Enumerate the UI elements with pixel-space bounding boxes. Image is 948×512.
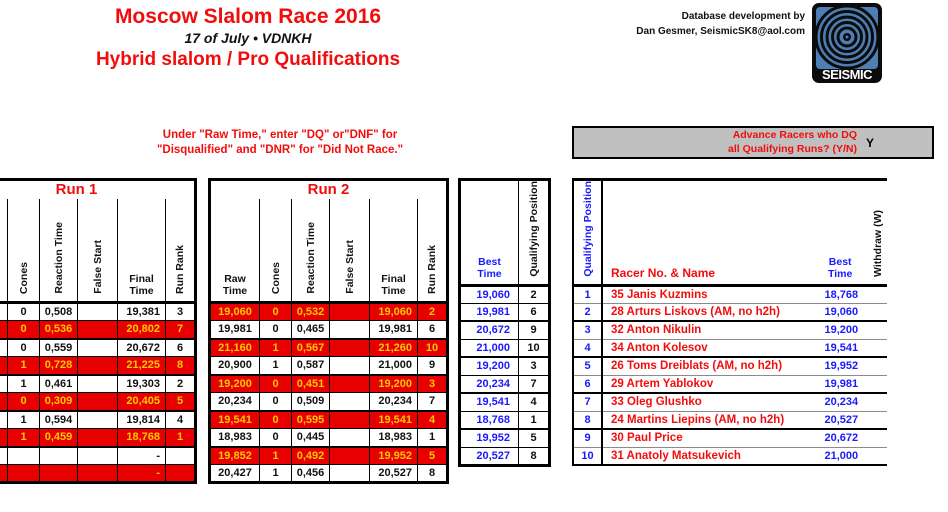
qualifying-header — [573, 180, 887, 286]
cell-false-start[interactable] — [330, 357, 370, 375]
advance-racers-box — [572, 126, 934, 159]
advance-question — [728, 129, 857, 155]
col-run-rank-label: Run Rank — [426, 244, 438, 294]
cell-best-time[interactable]: 19,952 — [460, 429, 519, 447]
cell-raw-time[interactable]: 20,900 — [210, 357, 260, 375]
withdraw-cell[interactable] — [868, 447, 887, 465]
cell-cones[interactable]: 1 — [8, 411, 40, 429]
col-reaction-time — [292, 199, 330, 303]
col-withdraw — [868, 180, 887, 286]
cell-final-time[interactable]: 19,981 — [370, 321, 418, 339]
best-time-row — [460, 429, 550, 447]
cell-final-time[interactable]: 19,814 — [118, 411, 166, 429]
cell-cones[interactable]: 1 — [8, 375, 40, 393]
cell-raw-time[interactable]: 19,852 — [210, 447, 260, 465]
cell-final-time[interactable]: 19,200 — [370, 375, 418, 393]
run1-row — [0, 465, 196, 483]
credit-line-1: Database development by — [681, 11, 805, 22]
run1-header — [0, 180, 196, 303]
cell-final-time[interactable]: 18,768 — [118, 429, 166, 447]
withdraw-cell[interactable] — [868, 375, 887, 393]
best-time-row — [460, 339, 550, 357]
qualifying-position-cell[interactable]: 8 — [573, 411, 602, 429]
qualifying-position-cell[interactable]: 3 — [573, 321, 602, 339]
cell-raw-time[interactable] — [0, 393, 8, 411]
qualifying-row — [573, 447, 887, 465]
col-run-rank — [166, 199, 196, 303]
cell-best-time[interactable]: 19,541 — [460, 393, 519, 411]
cell-qualifying-position[interactable]: 4 — [519, 393, 550, 411]
cell-run-rank[interactable]: 8 — [418, 465, 448, 483]
run2-row — [210, 375, 448, 393]
run1-row — [0, 303, 196, 321]
run1-row — [0, 411, 196, 429]
qualifying-row — [573, 285, 887, 303]
cell-reaction-time[interactable]: 0,728 — [40, 357, 78, 375]
cell-best-time[interactable]: 19,981 — [460, 303, 519, 321]
seismic-logo-icon — [812, 3, 882, 83]
cell-cones[interactable]: 0 — [260, 393, 292, 411]
col-withdraw-label: Withdraw (W) — [871, 209, 884, 277]
cell-final-time[interactable]: 19,381 — [118, 303, 166, 321]
cell-raw-time[interactable]: 19,541 — [210, 411, 260, 429]
racer-name-cell[interactable]: 28 Arturs Liskovs (AM, no h2h) — [602, 303, 784, 321]
cell-qualifying-position[interactable]: 5 — [519, 429, 550, 447]
cell-raw-time[interactable]: 19,060 — [210, 303, 260, 321]
cell-final-time[interactable]: 18,983 — [370, 429, 418, 447]
racer-name-cell[interactable]: 30 Paul Price — [602, 429, 784, 447]
advance-question-line-2: all Qualifying Runs? (Y/N) — [728, 142, 857, 155]
qualifying-row — [573, 357, 887, 375]
cell-raw-time[interactable]: 18,983 — [210, 429, 260, 447]
cell-best-time[interactable]: 20,234 — [460, 375, 519, 393]
cell-cones[interactable]: 0 — [260, 321, 292, 339]
cell-reaction-time[interactable]: 0,594 — [40, 411, 78, 429]
col-false-start — [78, 199, 118, 303]
best-time-header — [460, 180, 550, 286]
qualifying-position-cell[interactable]: 7 — [573, 393, 602, 411]
qualifying-row — [573, 429, 887, 447]
cell-raw-time[interactable]: 20,234 — [210, 393, 260, 411]
cell-raw-time[interactable]: 20,427 — [210, 465, 260, 483]
cell-final-time[interactable]: 20,405 — [118, 393, 166, 411]
withdraw-cell[interactable] — [868, 303, 887, 321]
cell-false-start[interactable] — [78, 321, 118, 339]
best-time-row — [460, 285, 550, 303]
best-time-table — [458, 178, 551, 467]
cell-false-start[interactable] — [78, 429, 118, 447]
cell-run-rank[interactable] — [166, 447, 196, 465]
qualifying-row — [573, 393, 887, 411]
cell-cones[interactable]: 1 — [260, 465, 292, 483]
cell-cones[interactable]: 0 — [8, 321, 40, 339]
qualifying-position-cell[interactable]: 5 — [573, 357, 602, 375]
cell-false-start[interactable] — [330, 339, 370, 357]
cell-run-rank[interactable]: 8 — [166, 357, 196, 375]
run2-row — [210, 465, 448, 483]
cell-qualifying-position[interactable]: 8 — [519, 447, 550, 465]
cell-false-start[interactable] — [78, 447, 118, 465]
cell-raw-time[interactable]: 19,981 — [210, 321, 260, 339]
cell-reaction-time[interactable] — [40, 465, 78, 483]
best-time-row — [460, 357, 550, 375]
cell-run-rank[interactable]: 4 — [166, 411, 196, 429]
withdraw-cell[interactable] — [868, 429, 887, 447]
best-time-cell[interactable]: 21,000 — [784, 447, 868, 465]
col-qualifying-position — [519, 180, 550, 286]
cell-false-start[interactable] — [330, 393, 370, 411]
cell-run-rank[interactable]: 6 — [166, 339, 196, 357]
cell-best-time[interactable]: 21,000 — [460, 339, 519, 357]
cell-reaction-time[interactable] — [40, 447, 78, 465]
cell-false-start[interactable] — [330, 465, 370, 483]
cell-run-rank[interactable]: 6 — [418, 321, 448, 339]
col-run-rank — [418, 199, 448, 303]
cell-raw-time[interactable] — [0, 321, 8, 339]
cell-cones[interactable]: 0 — [8, 393, 40, 411]
best-time-row — [460, 303, 550, 321]
cell-false-start[interactable] — [78, 357, 118, 375]
qualifying-row — [573, 411, 887, 429]
event-date-location: 17 of July • VDNKH — [184, 30, 312, 46]
racer-name-cell[interactable]: 34 Anton Kolesov — [602, 339, 784, 357]
racer-name-cell[interactable]: 24 Martins Liepins (AM, no h2h) — [602, 411, 784, 429]
cell-run-rank[interactable]: 9 — [418, 357, 448, 375]
cell-run-rank[interactable]: 7 — [418, 393, 448, 411]
cell-false-start[interactable] — [330, 411, 370, 429]
run1-row — [0, 339, 196, 357]
qualifying-position-cell[interactable]: 2 — [573, 303, 602, 321]
col-qualifying-position-label: Qualifying Position — [581, 181, 594, 277]
qualifying-row — [573, 339, 887, 357]
cell-cones[interactable]: 1 — [260, 357, 292, 375]
cell-cones[interactable]: 1 — [260, 447, 292, 465]
withdraw-cell[interactable] — [868, 411, 887, 429]
cell-qualifying-position[interactable]: 9 — [519, 321, 550, 339]
racer-name-cell[interactable]: 29 Artem Yablokov — [602, 375, 784, 393]
cell-reaction-time[interactable]: 0,445 — [292, 429, 330, 447]
col-cones — [260, 199, 292, 303]
best-time-row — [460, 393, 550, 411]
racer-name-cell[interactable]: 33 Oleg Glushko — [602, 393, 784, 411]
cell-final-time[interactable]: - — [118, 447, 166, 465]
title-block — [28, 5, 468, 71]
cell-reaction-time[interactable]: 0,532 — [292, 303, 330, 321]
cell-best-time[interactable]: 20,527 — [460, 447, 519, 465]
withdraw-cell[interactable] — [868, 285, 887, 303]
best-time-cell[interactable]: 20,672 — [784, 429, 868, 447]
cell-run-rank[interactable]: 5 — [166, 393, 196, 411]
withdraw-cell[interactable] — [868, 321, 887, 339]
run1-row — [0, 321, 196, 339]
run2-row — [210, 447, 448, 465]
best-time-cell[interactable]: 19,981 — [784, 375, 868, 393]
cell-final-time[interactable]: 21,260 — [370, 339, 418, 357]
cell-raw-time[interactable]: 21,160 — [210, 339, 260, 357]
cell-reaction-time[interactable]: 0,461 — [40, 375, 78, 393]
run2-table — [208, 178, 449, 484]
withdraw-cell[interactable] — [868, 393, 887, 411]
cell-cones[interactable]: 1 — [8, 357, 40, 375]
cell-reaction-time[interactable]: 0,309 — [40, 393, 78, 411]
qualifying-table — [572, 178, 887, 466]
cell-reaction-time[interactable]: 0,492 — [292, 447, 330, 465]
cell-false-start[interactable] — [78, 375, 118, 393]
racer-name-cell[interactable]: 26 Toms Dreiblats (AM, no h2h) — [602, 357, 784, 375]
cell-run-rank[interactable]: 4 — [418, 411, 448, 429]
run2-header — [210, 180, 448, 303]
run1-row — [0, 429, 196, 447]
cell-reaction-time[interactable]: 0,456 — [292, 465, 330, 483]
cell-run-rank[interactable]: 3 — [418, 375, 448, 393]
cell-false-start[interactable] — [330, 429, 370, 447]
cell-final-time[interactable]: 19,952 — [370, 447, 418, 465]
col-best-time — [784, 180, 868, 286]
advance-value-cell[interactable]: Y — [865, 135, 874, 150]
cell-raw-time[interactable] — [0, 447, 8, 465]
cell-false-start[interactable] — [78, 339, 118, 357]
col-reaction-label: Reaction Time — [304, 222, 317, 294]
cell-false-start[interactable] — [330, 447, 370, 465]
racer-name-cell[interactable]: 32 Anton Nikulin — [602, 321, 784, 339]
cell-reaction-time[interactable]: 0,559 — [40, 339, 78, 357]
cell-raw-time[interactable]: 19,200 — [210, 375, 260, 393]
cell-cones[interactable]: 0 — [8, 303, 40, 321]
col-final-time: Final Time — [370, 199, 418, 303]
col-qualifying-position — [573, 180, 602, 286]
racer-name-cell[interactable]: 31 Anatoly Matsukevich — [602, 447, 784, 465]
cell-reaction-time[interactable]: 0,451 — [292, 375, 330, 393]
best-time-cell[interactable]: 20,527 — [784, 411, 868, 429]
run1-row — [0, 447, 196, 465]
cell-run-rank[interactable]: 5 — [418, 447, 448, 465]
cell-reaction-time[interactable]: 0,587 — [292, 357, 330, 375]
cell-best-time[interactable]: 19,200 — [460, 357, 519, 375]
col-false-start-label: False Start — [91, 240, 104, 294]
cell-raw-time[interactable] — [0, 303, 8, 321]
cell-reaction-time[interactable]: 0,567 — [292, 339, 330, 357]
cell-final-time[interactable]: 19,303 — [118, 375, 166, 393]
qualifying-position-cell[interactable]: 4 — [573, 339, 602, 357]
cell-qualifying-position[interactable]: 1 — [519, 411, 550, 429]
run1-row — [0, 393, 196, 411]
col-run-rank-label: Run Rank — [174, 244, 186, 294]
cell-cones[interactable]: 0 — [260, 375, 292, 393]
cell-cones[interactable]: 1 — [8, 429, 40, 447]
cell-run-rank[interactable] — [166, 465, 196, 483]
col-cones-label: Cones — [17, 261, 30, 294]
col-cones-label: Cones — [269, 261, 282, 294]
col-best-time-label: Best Time — [827, 255, 853, 280]
cell-cones[interactable] — [8, 465, 40, 483]
logo-wordmark: SEISMIC — [822, 67, 872, 82]
cell-best-time[interactable]: 19,060 — [460, 285, 519, 303]
cell-cones[interactable]: 0 — [260, 429, 292, 447]
credit-line-2: Dan Gesmer, SeismicSK8@aol.com — [636, 26, 805, 37]
cell-run-rank[interactable]: 2 — [418, 303, 448, 321]
best-time-cell[interactable]: 19,060 — [784, 303, 868, 321]
cell-raw-time[interactable] — [0, 339, 8, 357]
qualifying-row — [573, 321, 887, 339]
cell-false-start[interactable] — [78, 411, 118, 429]
cell-qualifying-position[interactable]: 2 — [519, 285, 550, 303]
cell-qualifying-position[interactable]: 3 — [519, 357, 550, 375]
event-category: Hybrid slalom / Pro Qualifications — [95, 49, 401, 70]
cell-cones[interactable]: 0 — [8, 339, 40, 357]
col-racer-name: Racer No. & Name — [611, 265, 716, 280]
cell-raw-time[interactable] — [0, 375, 8, 393]
best-time-row — [460, 375, 550, 393]
col-best-time — [460, 180, 519, 286]
cell-raw-time[interactable] — [0, 465, 8, 483]
qualifying-row — [573, 375, 887, 393]
cell-false-start[interactable] — [78, 393, 118, 411]
run1-table — [0, 178, 197, 484]
cell-qualifying-position[interactable]: 10 — [519, 339, 550, 357]
cell-qualifying-position[interactable]: 7 — [519, 375, 550, 393]
best-time-cell[interactable]: 20,234 — [784, 393, 868, 411]
run2-row — [210, 303, 448, 321]
qualifying-position-cell[interactable]: 10 — [573, 447, 602, 465]
run2-row — [210, 393, 448, 411]
withdraw-cell[interactable] — [868, 357, 887, 375]
run2-title: Run 2 — [307, 181, 350, 199]
cell-run-rank[interactable]: 10 — [418, 339, 448, 357]
qualifying-position-cell[interactable]: 6 — [573, 375, 602, 393]
cell-reaction-time[interactable]: 0,509 — [292, 393, 330, 411]
run2-row — [210, 429, 448, 447]
cell-final-time[interactable]: 21,225 — [118, 357, 166, 375]
racer-name-cell[interactable]: 35 Janis Kuzmins — [602, 285, 784, 303]
cell-final-time[interactable]: 20,672 — [118, 339, 166, 357]
advance-question-line-1: Advance Racers who DQ — [732, 129, 857, 142]
cell-cones[interactable] — [8, 447, 40, 465]
cell-best-time[interactable]: 20,672 — [460, 321, 519, 339]
cell-run-rank[interactable]: 1 — [418, 429, 448, 447]
col-final-time: Final Time — [118, 199, 166, 303]
best-time-row — [460, 321, 550, 339]
col-qualifying-position-label: Qualifying Position — [527, 181, 540, 277]
cell-cones[interactable]: 0 — [260, 411, 292, 429]
cell-final-time[interactable]: 20,802 — [118, 321, 166, 339]
qualifying-row — [573, 303, 887, 321]
col-false-start — [330, 199, 370, 303]
instruction-line-2: "Disqualified" and "DNR" for "Did Not Race." — [156, 143, 404, 156]
col-cones — [8, 199, 40, 303]
run1-row — [0, 357, 196, 375]
best-time-cell[interactable]: 19,200 — [784, 321, 868, 339]
instruction-line-1: Under "Raw Time," enter "DQ" or"DNF" for — [162, 129, 398, 141]
cell-best-time[interactable]: 18,768 — [460, 411, 519, 429]
run2-row — [210, 321, 448, 339]
raw-time-instruction — [80, 128, 480, 158]
cell-run-rank[interactable]: 3 — [166, 303, 196, 321]
run2-row — [210, 411, 448, 429]
cell-false-start[interactable] — [78, 465, 118, 483]
cell-reaction-time[interactable]: 0,536 — [40, 321, 78, 339]
col-raw-time: Raw Time — [222, 272, 248, 297]
credit-block — [636, 9, 805, 39]
cell-reaction-time[interactable]: 0,459 — [40, 429, 78, 447]
run1-row — [0, 375, 196, 393]
col-raw-time — [0, 199, 8, 303]
cell-raw-time[interactable] — [0, 411, 8, 429]
run2-row — [210, 339, 448, 357]
cell-cones[interactable]: 0 — [260, 303, 292, 321]
cell-false-start[interactable] — [330, 303, 370, 321]
cell-final-time[interactable]: 19,541 — [370, 411, 418, 429]
page-title: Moscow Slalom Race 2016 — [114, 5, 382, 28]
best-time-cell[interactable]: 19,952 — [784, 357, 868, 375]
cell-reaction-time[interactable]: 0,595 — [292, 411, 330, 429]
cell-final-time[interactable]: 19,060 — [370, 303, 418, 321]
cell-raw-time[interactable] — [0, 357, 8, 375]
withdraw-cell[interactable] — [868, 339, 887, 357]
col-best-time-label: Best Time — [477, 255, 502, 280]
cell-run-rank[interactable]: 7 — [166, 321, 196, 339]
col-reaction-label: Reaction Time — [52, 222, 65, 294]
qualifying-position-cell[interactable]: 1 — [573, 285, 602, 303]
cell-final-time[interactable]: 20,527 — [370, 465, 418, 483]
cell-raw-time[interactable] — [0, 429, 8, 447]
cell-final-time[interactable]: 21,000 — [370, 357, 418, 375]
best-time-row — [460, 411, 550, 429]
run1-title: Run 1 — [55, 181, 98, 199]
cell-cones[interactable]: 1 — [260, 339, 292, 357]
qualifying-position-cell[interactable]: 9 — [573, 429, 602, 447]
col-false-start-label: False Start — [343, 240, 356, 294]
best-time-cell[interactable]: 18,768 — [784, 285, 868, 303]
run2-row — [210, 357, 448, 375]
cell-reaction-time[interactable]: 0,465 — [292, 321, 330, 339]
seismic-logo — [812, 3, 882, 88]
cell-false-start[interactable] — [330, 375, 370, 393]
cell-reaction-time[interactable]: 0,508 — [40, 303, 78, 321]
best-time-row — [460, 447, 550, 465]
cell-final-time[interactable]: 20,234 — [370, 393, 418, 411]
cell-false-start[interactable] — [330, 321, 370, 339]
best-time-cell[interactable]: 19,541 — [784, 339, 868, 357]
cell-false-start[interactable] — [78, 303, 118, 321]
cell-run-rank[interactable]: 2 — [166, 375, 196, 393]
cell-run-rank[interactable]: 1 — [166, 429, 196, 447]
col-reaction-time — [40, 199, 78, 303]
cell-qualifying-position[interactable]: 6 — [519, 303, 550, 321]
cell-final-time[interactable]: - — [118, 465, 166, 483]
